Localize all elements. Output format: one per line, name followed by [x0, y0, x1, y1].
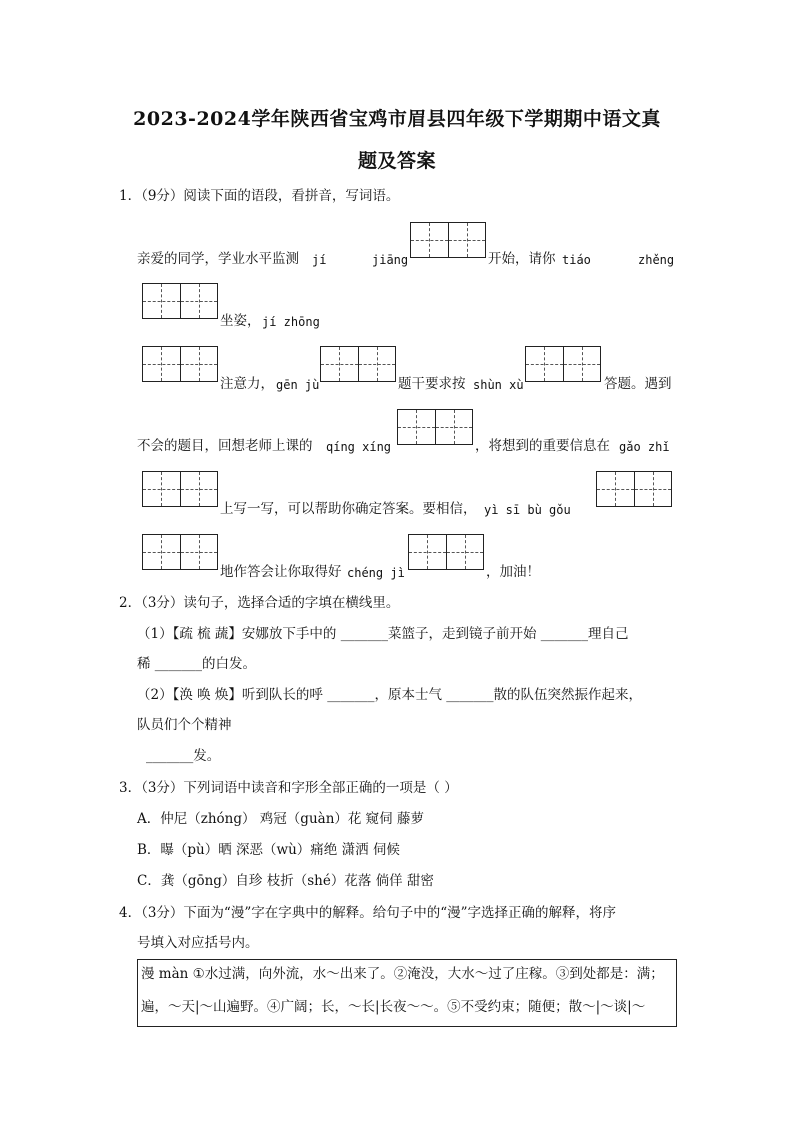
q3-option-b: B．曝（pù）晒 深恶（wù）痛绝 潇洒 伺候: [137, 842, 400, 858]
q1-pinyin-shunxu: shùn xù: [473, 378, 524, 392]
q1-row4-text: 不会的题目，回想老师上课的: [137, 438, 313, 454]
page-title-line2: 题及答案: [357, 150, 436, 172]
q2-sentence2-cont: 队员们个个精神: [137, 717, 232, 733]
q2-sentence2: （2）【涣 唤 焕】听到队长的呼 _______，原本士气 _______散的队伍突然振作起来，: [137, 687, 643, 703]
q1-pinyin-genju: gēn jù: [276, 378, 320, 392]
q1-row3-text-b: 题干要求按: [398, 376, 466, 392]
q1-row4-text-b: ，将想到的重要信息在: [475, 438, 610, 454]
q3-option-c: C．龚（gōng）自珍 枝折（shé）花落 倘佯 甜密: [137, 873, 434, 889]
q1-row3-text: 注意力，: [220, 376, 274, 392]
q1-row6-text: 地作答会让你取得好: [220, 564, 342, 580]
answer-box-shunxu[interactable]: [525, 346, 601, 382]
dictionary-entry-line2: 遍，～天|～山遍野。④广阔；长，～长|长夜～～。⑤不受约束；随便；散～|～谈|～: [141, 999, 646, 1015]
answer-box-yisibugou-part2[interactable]: [634, 471, 672, 507]
q1-pinyin-jiang: jiāng: [372, 253, 409, 267]
q1-row1-text-b: 开始，请你: [488, 251, 556, 267]
q1-pinyin-jizhong: jí zhōng: [262, 315, 320, 329]
q1-pinyin-ji: jí: [312, 253, 327, 267]
q2-sentence1: （1）【疏 梳 蔬】安娜放下手中的 _______菜篮子，走到镜子前开始 _______理自己: [137, 626, 629, 642]
answer-box-genju[interactable]: [320, 346, 396, 382]
q1-pinyin-tiao: tiáo: [562, 253, 591, 267]
q1-row1-text: 亲爱的同学，学业水平监测: [137, 251, 299, 267]
answer-box-yisibugou-part3[interactable]: [142, 534, 218, 570]
q1-row3-text-c: 答题。遇到: [604, 376, 672, 392]
answer-box-jijiang[interactable]: [410, 222, 486, 258]
q1-row2-text: 坐姿，: [220, 313, 261, 329]
dictionary-entry-line1: 漫 màn ①水过满，向外流，水～出来了。②淹没，大水～过了庄稼。③到处都是：满；: [141, 966, 664, 982]
page-title-line1: 2023-2024学年陕西省宝鸡市眉县四年级下学期期中语文真: [133, 108, 661, 130]
q4-stem-cont: 号填入对应括号内。: [137, 935, 259, 951]
q1-row6-text-b: ，加油！: [486, 564, 540, 580]
q1-pinyin-qingxing: qíng xíng: [326, 440, 392, 454]
answer-box-gaozhi[interactable]: [142, 471, 218, 507]
q1-pinyin-gaozhi: gǎo zhǐ: [619, 440, 670, 454]
q1-stem: 1．（9分）阅读下面的语段，看拼音，写词语。: [119, 188, 400, 204]
answer-box-tiaozheng[interactable]: [142, 283, 218, 319]
answer-box-jizhong[interactable]: [142, 346, 218, 382]
answer-box-chengji[interactable]: [408, 534, 484, 570]
q1-pinyin-zheng: zhěng: [638, 253, 675, 267]
q1-row5-text: 上写一写，可以帮助你确定答案。要相信，: [220, 501, 477, 517]
q2-sentence2-end: _______发。: [146, 748, 221, 764]
q2-sentence1-cont: 稀 _______的白发。: [137, 656, 257, 672]
answer-box-qingxing[interactable]: [397, 409, 473, 445]
q4-stem: 4．（3分）下面为“漫”字在字典中的解释。给句子中的“漫”字选择正确的解释，将序: [119, 905, 617, 921]
q3-stem: 3．（3分）下列词语中读音和字形全部正确的一项是（ ）: [119, 780, 458, 796]
q1-pinyin-chengji: chéng jì: [347, 566, 405, 580]
q1-pinyin-yisibugou: yì sī bù gǒu: [484, 503, 571, 517]
q2-stem: 2．（3分）读句子，选择合适的字填在横线里。: [119, 595, 400, 611]
q3-option-a: A．仲尼（zhóng） 鸡冠（guàn）花 窥伺 藤萝: [137, 811, 424, 827]
